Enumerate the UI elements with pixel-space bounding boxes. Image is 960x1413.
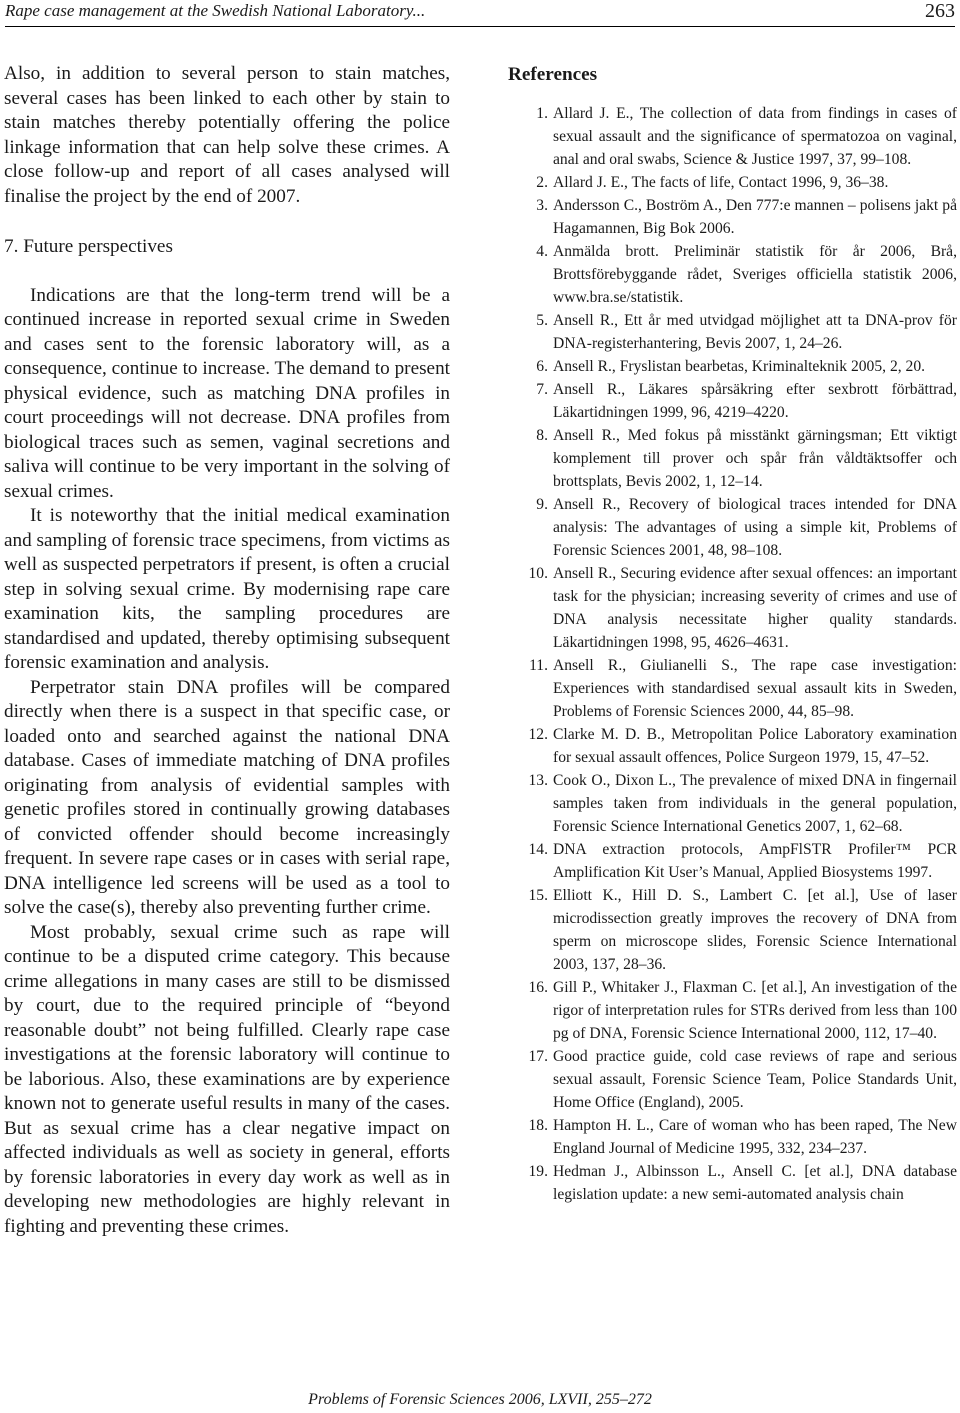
page-header bbox=[5, 0, 955, 27]
body-paragraph: Perpetrator stain DNA profiles will be compared directly when there is a suspect in that specific case, or loaded onto and searched against the national DNA database. Cases of immediate matching of DNA profiles originating from analysis of evidential samples with genetic profiles stored in continually growing databases of convicted offender should become increasingly frequent. In severe rape cases or in cases with serial rape, DNA intelligence led screens will be used as a tool to solve the case(s), thereby also preventing further crime. bbox=[4, 676, 450, 918]
reference-text: DNA extraction protocols, AmpFlSTR Profiler™ PCR Amplification Kit User’s Manual, Applied Biosystems 1997. bbox=[553, 841, 957, 881]
reference-item bbox=[508, 240, 957, 309]
page-footer: Problems of Forensic Sciences 2006, LXVII, 255–272 bbox=[308, 1391, 652, 1408]
reference-number: 5. bbox=[536, 312, 548, 329]
reference-number: 2. bbox=[536, 174, 548, 191]
reference-item bbox=[508, 355, 957, 378]
reference-text: Hampton H. L., Care of woman who has been raped, The New England Journal of Medicine 1995, 332, 234–237. bbox=[553, 1117, 957, 1157]
reference-number: 19. bbox=[528, 1163, 548, 1180]
reference-number: 14. bbox=[528, 841, 548, 858]
reference-item bbox=[508, 378, 957, 424]
body-paragraph: Indications are that the long-term trend will be a continued increase in reported sexual crime in Sweden and cases sent to the forensic laboratory will, as a consequence, continue to increase. The demand to present physical evidence, such as matching DNA profiles in court proceedings will not decrease. DNA profiles from biological traces such as semen, vaginal secretions and saliva will continue to be very important in the solving of sexual crimes. bbox=[4, 284, 450, 502]
reference-text: Allard J. E., The collection of data from findings in cases of sexual assault and the significance of spermatozoa on vaginal, anal and oral swabs, Science & Justice 1997, 37, 99–108. bbox=[553, 105, 957, 168]
reference-item bbox=[508, 1160, 957, 1206]
reference-text: Clarke M. D. B., Metropolitan Police Laboratory examination for sexual assault offences, Police Surgeon 1979, 15, 47–52. bbox=[553, 726, 957, 766]
body-paragraph: Most probably, sexual crime such as rape will continue to be a disputed crime category. This because crime allegations in many cases are still to be dismissed by court, due to the required principle of “beyond reasonable doubt” not being fulfilled. Clearly rape case investigations at the forensic laboratory will continue to be laborious. Also, these examinations are by experience known not to generate useful results in many of the cases. But as sexual crime has a clear negative impact on affected individuals as well as society in general, efforts by forensic laboratories in every day work as well as in developing new methodologies are highly relevant in fighting and preventing these crimes. bbox=[4, 921, 450, 1237]
reference-item bbox=[508, 493, 957, 562]
reference-number: 10. bbox=[528, 565, 548, 582]
reference-item bbox=[508, 194, 957, 240]
reference-number: 6. bbox=[536, 358, 548, 375]
intro-paragraph: Also, in addition to several person to stain matches, several cases has been linked to each other by stain to stain matches thereby potentially offering the police linkage information that can help solve these crimes. A close follow-up and report of all cases analysed will finalise the project by the end of 2007. bbox=[4, 63, 450, 207]
reference-text: Allard J. E., The facts of life, Contact 1996, 9, 36–38. bbox=[553, 174, 889, 191]
reference-item bbox=[508, 723, 957, 769]
reference-number: 12. bbox=[528, 726, 548, 743]
reference-item bbox=[508, 769, 957, 838]
reference-item bbox=[508, 1114, 957, 1160]
reference-text: Ansell R., Med fokus på misstänkt gärningsman; Ett viktigt komplement till prover och spår från våldtäktsoffer och brottsplats, Bevis 2002, 1, 12–14. bbox=[553, 427, 957, 490]
reference-text: Anmälda brott. Preliminär statistik för år 2006, Brå, Brottsförebyggande rådet, Sveriges officiella statistik 2006, www.bra.se/statistik. bbox=[553, 243, 957, 306]
page-number: 263 bbox=[925, 0, 955, 22]
reference-number: 9. bbox=[536, 496, 548, 513]
reference-text: Good practice guide, cold case reviews of rape and serious sexual assault, Forensic Science Team, Police Standards Unit, Home Office (England), 2005. bbox=[553, 1048, 957, 1111]
references-column bbox=[508, 62, 957, 1206]
references-title: References bbox=[508, 64, 598, 85]
section-heading: 7. Future perspectives bbox=[4, 236, 173, 257]
reference-item bbox=[508, 654, 957, 723]
reference-number: 7. bbox=[536, 381, 548, 398]
reference-text: Cook O., Dixon L., The prevalence of mixed DNA in fingernail samples taken from individuals in the general population, Forensic Science International Genetics 2007, 1, 62–68. bbox=[553, 772, 957, 835]
reference-item bbox=[508, 838, 957, 884]
reference-item bbox=[508, 102, 957, 171]
reference-number: 11. bbox=[529, 657, 548, 674]
reference-number: 3. bbox=[536, 197, 548, 214]
left-column bbox=[4, 62, 450, 1239]
reference-text: Ansell R., Recovery of biological traces intended for DNA analysis: The advantages of using a simple kit, Problems of Forensic Sciences 2001, 48, 98–108. bbox=[553, 496, 957, 559]
reference-text: Hedman J., Albinsson L., Ansell C. [et al.], DNA database legislation update: a new semi-automated analysis chain bbox=[553, 1163, 957, 1203]
reference-number: 17. bbox=[528, 1048, 548, 1065]
reference-text: Ansell R., Giulianelli S., The rape case investigation: Experiences with standardised sexual assault kits in Sweden, Problems of Forensic Sciences 2000, 44, 85–98. bbox=[553, 657, 957, 720]
reference-text: Elliott K., Hill D. S., Lambert C. [et al.], Use of laser microdissection greatly improves the recovery of DNA from sperm on microscope slides, Forensic Science International 2003, 137, 28–36. bbox=[553, 887, 957, 973]
reference-number: 16. bbox=[528, 979, 548, 996]
reference-text: Ansell R., Ett år med utvidgad möjlighet att ta DNA-prov för DNA-registerhantering, Bevis 2007, 1, 24–26. bbox=[553, 312, 957, 352]
reference-item bbox=[508, 562, 957, 654]
running-title: Rape case management at the Swedish National Laboratory... bbox=[5, 1, 426, 20]
body-paragraph: It is noteworthy that the initial medical examination and sampling of forensic trace specimens, from victims as well as suspected perpetrators if present, is often a crucial step in solving sexual crime. By modernising rape care examination kits, the sampling procedures are standardised and updated, thereby optimising subsequent forensic examination and analysis. bbox=[4, 505, 450, 673]
reference-number: 13. bbox=[528, 772, 548, 789]
reference-item bbox=[508, 309, 957, 355]
reference-item bbox=[508, 884, 957, 976]
reference-text: Ansell R., Läkares spårsäkring efter sexbrott förbättrad, Läkartidningen 1999, 96, 4219–4220. bbox=[553, 381, 957, 421]
reference-number: 15. bbox=[528, 887, 548, 904]
reference-text: Gill P., Whitaker J., Flaxman C. [et al.], An investigation of the rigor of interpretation rules for STRs derived from less than 100 pg of DNA, Forensic Science International 2000, 112, 17–40. bbox=[553, 979, 957, 1042]
reference-item bbox=[508, 976, 957, 1045]
reference-text: Andersson C., Boström A., Den 777:e mannen – polisens jakt på Hagamannen, Big Bok 2006. bbox=[553, 197, 957, 237]
reference-item bbox=[508, 424, 957, 493]
reference-text: Ansell R., Fryslistan bearbetas, Kriminalteknik 2005, 2, 20. bbox=[553, 358, 926, 375]
reference-number: 18. bbox=[528, 1117, 548, 1134]
reference-number: 4. bbox=[536, 243, 548, 260]
reference-item bbox=[508, 1045, 957, 1114]
reference-number: 1. bbox=[536, 105, 548, 122]
references-list bbox=[508, 102, 957, 1206]
reference-text: Ansell R., Securing evidence after sexual offences: an important task for the physician; increasing severity of crimes and use of DNA analysis necessitate higher quality standards. Läkartidningen 1998, 95, 4626–4631. bbox=[553, 565, 957, 651]
reference-number: 8. bbox=[536, 427, 548, 444]
reference-item bbox=[508, 171, 957, 194]
